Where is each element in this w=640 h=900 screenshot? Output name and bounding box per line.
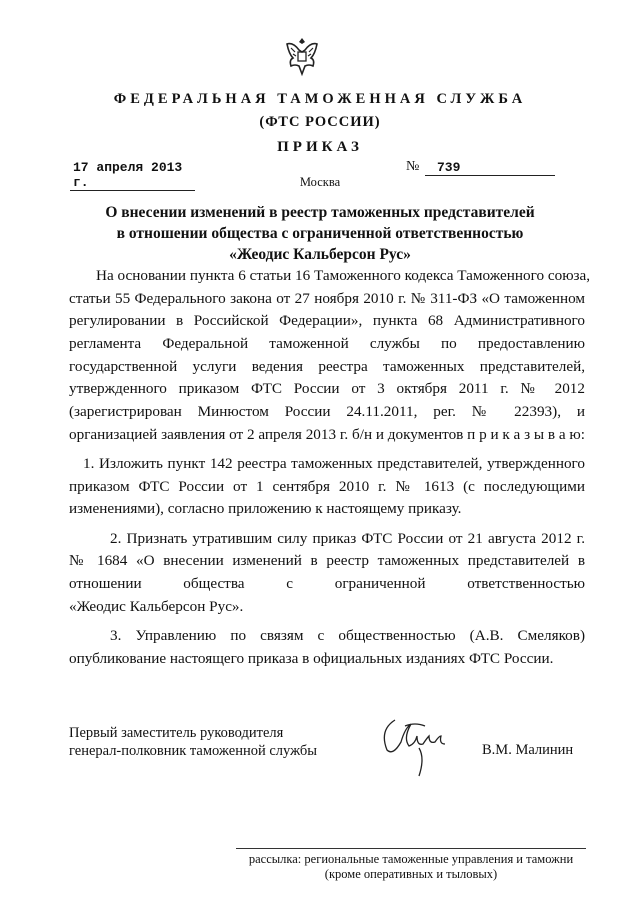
distribution-line: рассылка: региональные таможенные управления и таможни [248, 852, 574, 866]
text-line: регламента Федеральной таможенной службы по предоставлению [69, 335, 585, 353]
title-line: О внесении изменений в реестр таможенных представителей [105, 204, 535, 221]
paragraph-item-2 [69, 528, 585, 619]
text-line: № 1684 «О внесении изменений в реестр таможенных представителей в [69, 552, 585, 570]
handwritten-signature [375, 712, 455, 787]
document-type: ПРИКАЗ [277, 139, 363, 155]
text-line: (зарегистрирован Минюстом России 24.11.2011, рег. № 22393), и [69, 403, 585, 421]
paragraph-item-1 [69, 453, 585, 521]
text-line: 2. Признать утратившим силу приказ ФТС России от 21 августа 2012 г. [110, 529, 585, 547]
paragraph-intro [69, 265, 591, 447]
text-line: приказом ФТС России от 1 сентября 2010 г. № 1613 (с последующими [69, 477, 585, 495]
title-line: в отношении общества с ограниченной ответственностью [116, 225, 524, 242]
position-line: Первый заместитель руководителя [69, 725, 284, 741]
text-line: государственной услуги ведения реестра таможенных представителей, [69, 357, 585, 375]
text-line: статьи 55 Федерального закона от 27 ноября 2010 г. № 311-ФЗ «О таможенном [69, 289, 585, 307]
signatory-position [69, 724, 317, 760]
text-line: 1. Изложить пункт 142 реестра таможенных представителей, утвержденного [83, 455, 585, 472]
text-line: организацией заявления от 2 апреля 2013 г. б/н и документов п р и к а з ы в а ю: [69, 425, 585, 443]
order-number: 739 [425, 160, 555, 176]
text-line: 3. Управлению по связям с общественностью (А.В. Смеляков) [110, 626, 585, 644]
text-line: регулировании в Российской Федерации», пункта 68 Административного [69, 312, 585, 330]
text-line: отношении общества с ограниченной ответственностью [69, 574, 585, 592]
document-title [0, 202, 640, 265]
text-line: опубликование настоящего приказа в официальных изданиях ФТС России. [69, 649, 554, 667]
agency-short-name: (ФТС РОССИИ) [259, 114, 381, 130]
city: Москва [299, 175, 341, 189]
signatory-name: В.М. Малинин [482, 742, 574, 758]
title-line: «Жеодис Кальберсон Рус» [229, 246, 411, 263]
distribution-divider [236, 848, 586, 849]
paragraph-item-3 [69, 625, 585, 670]
document-body [69, 265, 591, 670]
text-line: На основании пункта 6 статьи 16 Таможенного кодекса Таможенного союза, [96, 267, 591, 284]
coat-of-arms-emblem [283, 34, 321, 78]
order-date: 17 апреля 2013 г. [70, 160, 195, 191]
agency-name: ФЕДЕРАЛЬНАЯ ТАМОЖЕННАЯ СЛУЖБА [113, 91, 527, 107]
text-line: изменениями), согласно приложению к настоящему приказу. [69, 500, 462, 518]
number-label: № [406, 159, 420, 174]
position-line: генерал-полковник таможенной службы [69, 743, 318, 759]
distribution-list [236, 852, 586, 882]
distribution-line: (кроме оперативных и тыловых) [324, 867, 498, 881]
text-line: утвержденного приказом ФТС России от 3 октября 2011 г. № 2012 [69, 380, 585, 398]
text-line: «Жеодис Кальберсон Рус». [69, 597, 244, 615]
